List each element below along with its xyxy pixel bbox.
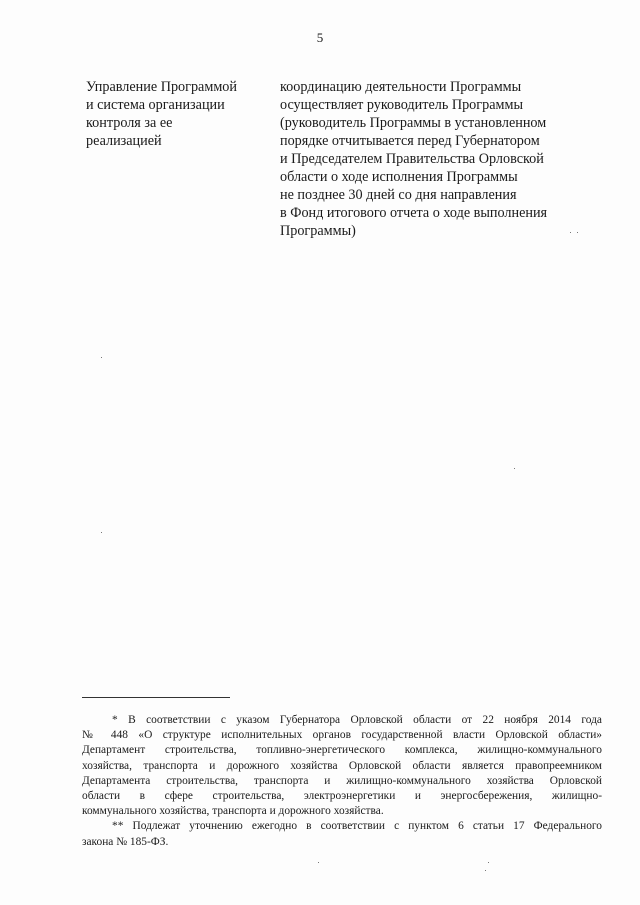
scan-speck (485, 870, 486, 871)
row-value-line: не позднее 30 дней со дня направления (280, 187, 517, 203)
scan-speck (514, 468, 515, 469)
footnote-line: № 448 «О структуре исполнительных органов государственной власти Орловской области» (82, 729, 602, 742)
scan-speck (570, 232, 571, 233)
scan-speck (318, 862, 319, 863)
row-value-line: порядке отчитывается перед Губернатором (280, 133, 540, 149)
row-value-line: и Председателем Правительства Орловской (280, 151, 544, 167)
row-label-cell (86, 78, 261, 150)
row-value-line: (руководитель Программы в установленном (280, 115, 547, 131)
row-label-line: реализацией (86, 133, 162, 149)
scan-speck (577, 232, 578, 233)
footnote-line: * В соответствии с указом Губернатора Орловской области от 22 ноября 2014 года (112, 714, 602, 726)
row-label-line: Управление Программой (86, 79, 237, 95)
footnote-line: хозяйства, транспорта и дорожного хозяйства Орловской области является правопреемником (82, 759, 602, 772)
row-value-line: осуществляет руководитель Программы (280, 97, 523, 113)
footnote-line: Департамент строительства, топливно-энергетического комплекса, жилищно-коммунального (82, 744, 602, 757)
footnotes (82, 713, 602, 850)
footnote-line: ** Подлежат уточнению ежегодно в соответствии с пунктом 6 статьи 17 Федерального (112, 820, 602, 833)
row-label-line: контроля за ее (86, 115, 173, 131)
row-value-line: координацию деятельности Программы (280, 79, 522, 95)
row-value-line: Программы) (280, 223, 356, 239)
footnote-line: области в сфере строительства, электроэнергетики и энергосбережения, жилищно- (82, 790, 602, 803)
footnote-line: закона № 185-ФЗ. (82, 835, 169, 848)
footnote-line: Департамента строительства, транспорта и жилищно-коммунального хозяйства Орловской (82, 774, 602, 787)
row-value-cell (280, 78, 580, 240)
page-number: 5 (316, 30, 324, 45)
scan-speck (101, 357, 102, 358)
row-value-line: в Фонд итогового отчета о ходе выполнения (280, 205, 548, 221)
row-label-line: и система организации (86, 97, 225, 113)
row-value-line: области о ходе исполнения Программы (280, 169, 518, 185)
scan-speck (488, 862, 489, 863)
footnote-line: коммунального хозяйства, транспорта и дорожного хозяйства. (82, 805, 384, 818)
footnote-separator (82, 697, 230, 698)
scan-speck (101, 532, 102, 533)
